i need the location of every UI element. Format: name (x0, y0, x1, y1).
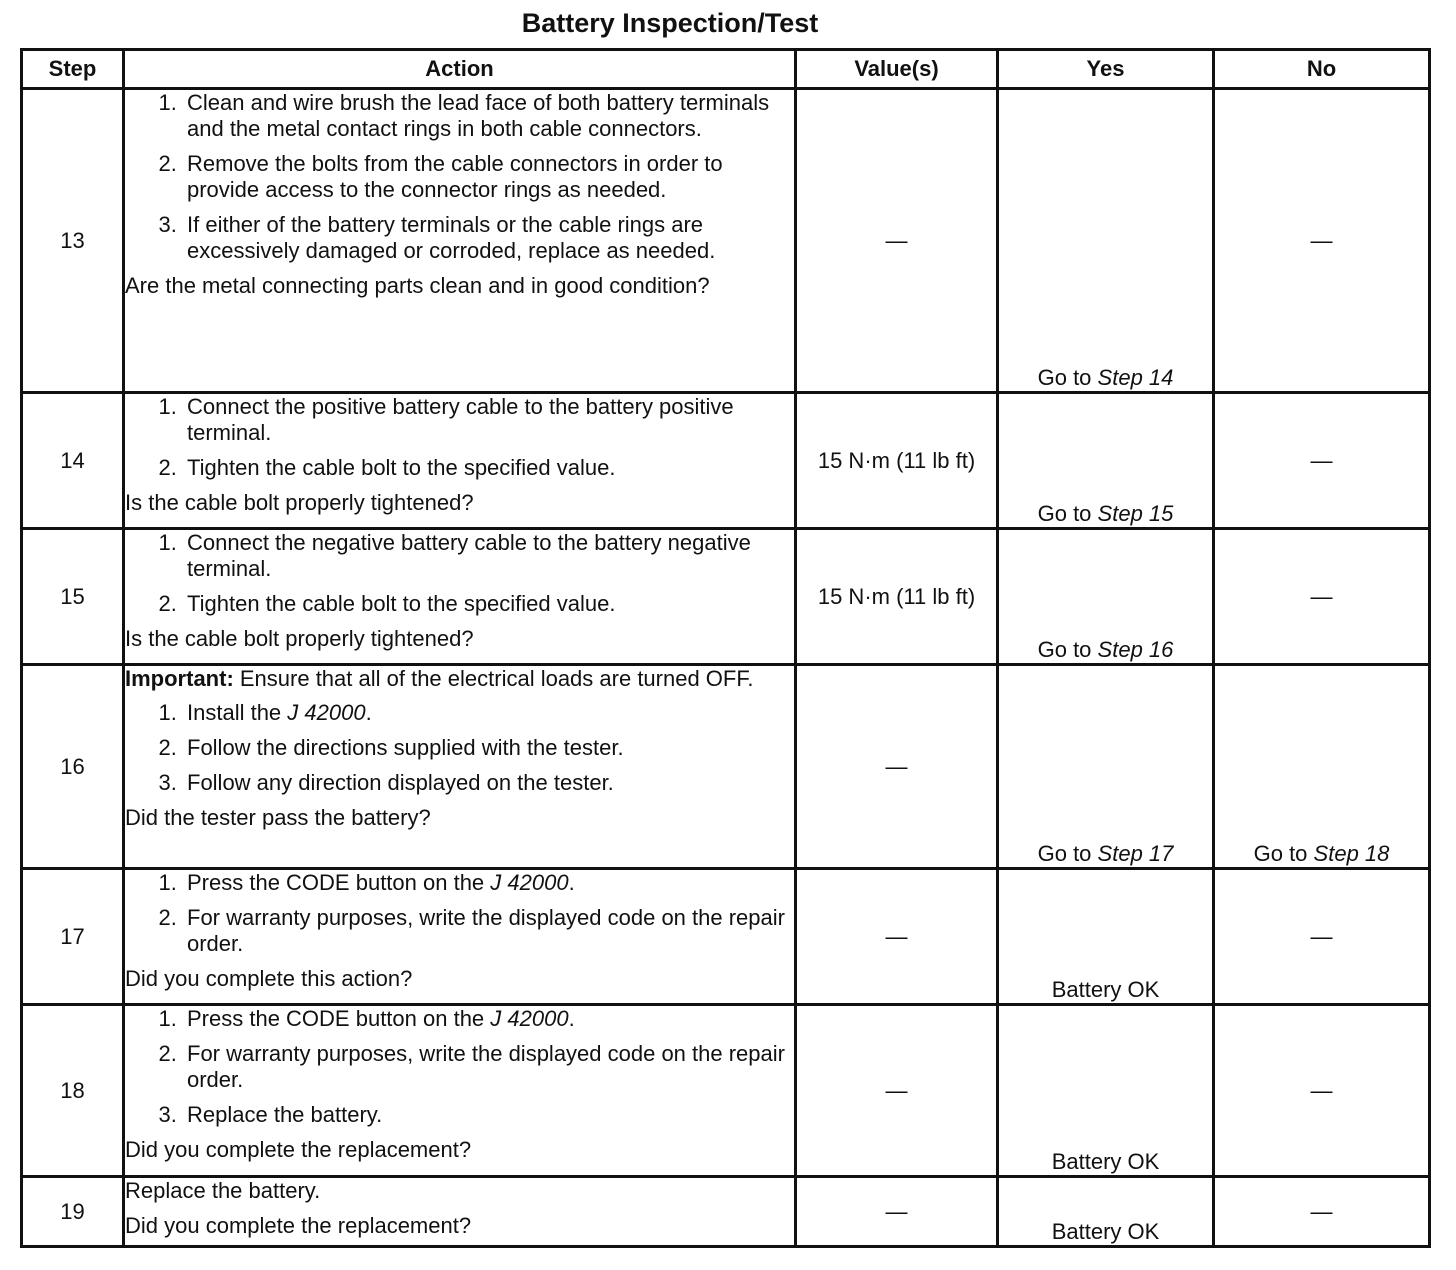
no-prefix: Go to (1253, 841, 1308, 866)
action-question: Did you complete the replacement? (125, 1137, 472, 1162)
value-cell: — (796, 89, 998, 393)
value-cell: — (796, 869, 998, 1005)
action-question: Did you complete the replacement? (125, 1213, 472, 1238)
no-cell: — (1214, 1177, 1430, 1247)
list-item: 2. For warranty purposes, write the displayed code on the repair order. (183, 1041, 794, 1093)
step-number: 19 (22, 1177, 124, 1247)
yes-prefix: Go to (1037, 365, 1092, 390)
action-cell (124, 1005, 796, 1177)
list-item: 2. Tighten the cable bolt to the specified value. (183, 455, 794, 481)
action-list (125, 700, 794, 796)
yes-step-ref: Step 16 (1097, 637, 1174, 662)
yes-step-ref: Step 17 (1097, 841, 1174, 866)
list-item: 2. Tighten the cable bolt to the specified value. (183, 591, 794, 617)
step-number: 13 (22, 89, 124, 393)
list-item: 1. Install the J 42000. (183, 700, 794, 726)
action-cell (124, 869, 796, 1005)
no-cell: — (1214, 1005, 1430, 1177)
yes-cell (998, 665, 1214, 869)
tool-ref: J 42000 (490, 1006, 569, 1031)
yes-cell: Battery OK (998, 1177, 1214, 1247)
document-title: Battery Inspection/Test (521, 8, 819, 38)
action-question: Is the cable bolt properly tightened? (125, 490, 474, 515)
table-row (22, 1177, 1430, 1247)
tool-ref: J 42000 (490, 870, 569, 895)
no-step-ref: Step 18 (1313, 841, 1390, 866)
value-cell: 15 N·m (11 lb ft) (796, 393, 998, 529)
no-cell: — (1214, 869, 1430, 1005)
yes-prefix: Go to (1037, 501, 1092, 526)
step-number: 15 (22, 529, 124, 665)
action-list (125, 1006, 794, 1128)
header-no: No (1214, 50, 1430, 89)
list-item: 2. For warranty purposes, write the displayed code on the repair order. (183, 905, 794, 957)
header-action: Action (124, 50, 796, 89)
yes-cell: Battery OK (998, 1005, 1214, 1177)
table-row (22, 89, 1430, 393)
list-item: 1. Press the CODE button on the J 42000. (183, 870, 794, 896)
inspection-table (20, 48, 1431, 1248)
action-cell (124, 1177, 796, 1247)
table-row (22, 529, 1430, 665)
yes-cell (998, 89, 1214, 393)
action-cell (124, 89, 796, 393)
list-item: 3. Replace the battery. (183, 1102, 794, 1128)
table-row (22, 1005, 1430, 1177)
action-cell (124, 665, 796, 869)
table-row (22, 869, 1430, 1005)
action-question: Are the metal connecting parts clean and in good condition? (125, 273, 710, 298)
yes-cell (998, 393, 1214, 529)
value-cell: 15 N·m (11 lb ft) (796, 529, 998, 665)
list-item: 2. Remove the bolts from the cable connectors in order to provide access to the connector rings as needed. (183, 151, 794, 203)
action-question: Is the cable bolt properly tightened? (125, 626, 474, 651)
action-list (125, 530, 794, 617)
step-number: 18 (22, 1005, 124, 1177)
list-item: 1. Connect the positive battery cable to the battery positive terminal. (183, 394, 794, 446)
action-cell (124, 393, 796, 529)
step-number: 16 (22, 665, 124, 869)
yes-prefix: Go to (1037, 637, 1092, 662)
step-number: 17 (22, 869, 124, 1005)
list-item: 1. Connect the negative battery cable to the battery negative terminal. (183, 530, 794, 582)
no-cell: — (1214, 393, 1430, 529)
important-label: Important: (125, 666, 234, 691)
list-item: 1. Press the CODE button on the J 42000. (183, 1006, 794, 1032)
action-line: Replace the battery. (125, 1178, 321, 1203)
header-row (22, 50, 1430, 89)
table-row (22, 665, 1430, 869)
header-step: Step (22, 50, 124, 89)
action-question: Did the tester pass the battery? (125, 805, 431, 830)
list-item: 1. Clean and wire brush the lead face of both battery terminals and the metal contact rings in both cable connectors. (183, 90, 794, 142)
action-cell (124, 529, 796, 665)
important-note (125, 666, 794, 692)
no-cell: — (1214, 529, 1430, 665)
list-item: 3. If either of the battery terminals or the cable rings are excessively damaged or corroded, replace as needed. (183, 212, 794, 264)
header-values: Value(s) (796, 50, 998, 89)
no-cell (1214, 665, 1430, 869)
action-question: Did you complete this action? (125, 966, 413, 991)
yes-cell: Battery OK (998, 869, 1214, 1005)
tool-ref: J 42000 (287, 700, 366, 725)
step-number: 14 (22, 393, 124, 529)
value-cell: — (796, 665, 998, 869)
list-item: 2. Follow the directions supplied with the tester. (183, 735, 794, 761)
yes-cell (998, 529, 1214, 665)
yes-step-ref: Step 14 (1097, 365, 1174, 390)
yes-step-ref: Step 15 (1097, 501, 1174, 526)
value-cell: — (796, 1177, 998, 1247)
action-list (125, 870, 794, 957)
yes-prefix: Go to (1037, 841, 1092, 866)
value-cell: — (796, 1005, 998, 1177)
table-row (22, 393, 1430, 529)
header-yes: Yes (998, 50, 1214, 89)
action-list (125, 90, 794, 264)
list-item: 3. Follow any direction displayed on the tester. (183, 770, 794, 796)
no-cell: — (1214, 89, 1430, 393)
action-list (125, 394, 794, 481)
important-text: Ensure that all of the electrical loads are turned OFF. (233, 666, 754, 691)
